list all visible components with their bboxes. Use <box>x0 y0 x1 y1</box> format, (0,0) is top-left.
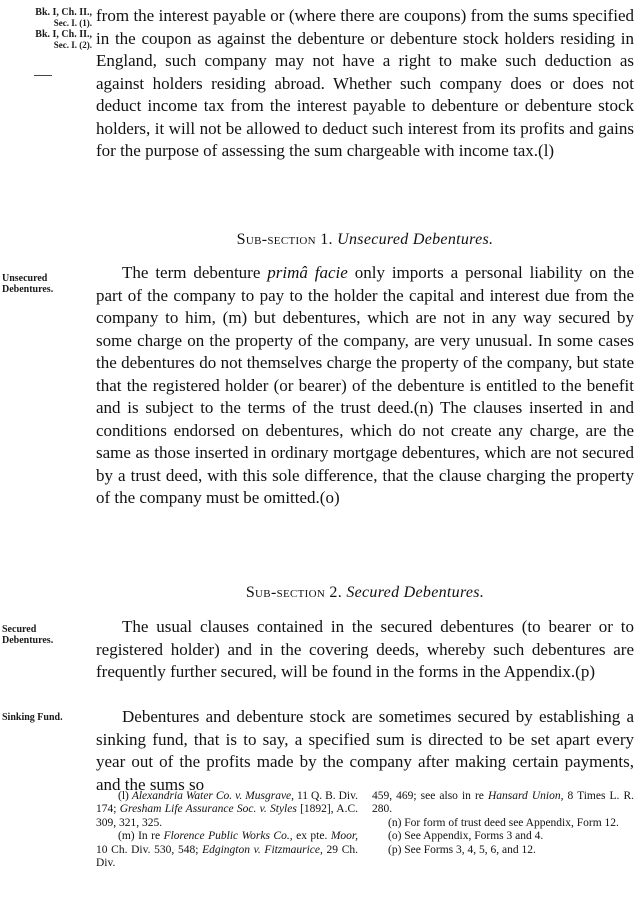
footnote-marker: (l) <box>118 790 132 802</box>
margin-ref-line: Sec. I. (2). <box>53 40 92 50</box>
subsection-title: Unsecured Debentures. <box>337 231 494 248</box>
subsection-heading-secured <box>96 584 634 602</box>
footnotes-left-column <box>96 790 358 870</box>
text-run: 11 Q. B. Div. 174; <box>96 790 358 816</box>
footnote-marker: (m) In re <box>118 830 164 843</box>
margin-ref-line: Bk. I, Ch. II., <box>35 29 92 40</box>
footnote-p: (p) See Forms 3, 4, 5, 6, and 12. <box>388 843 536 856</box>
text-run: only imports a personal liability on the part of the company to pay to the holder the capital and interest due from the company to him, (m) but debentures, which are not in any way secured by some charge on the property of the company, are very unusual. In some cases the debentures do not themselves charge the property of the company, but state that the registered holder (or bearer) of the debenture is entitled to the benefit and is subject to the terms of the trust deed.(n) The clauses inserted in and conditions endorsed on debentures, which do not create any charge, are the same as those inserted in ordinary mortgage debentures, which are not secured by a trust deed, with this sole difference, that the clause charging the property of the company must be omitted.(o) <box>96 263 635 507</box>
text-run: 459, 469; see also in re <box>372 790 488 802</box>
case-name: Gresham Life Assurance Soc. v. Styles <box>119 803 297 816</box>
paragraph-secured-debentures <box>96 616 634 684</box>
text-run: 8 Times L. R. 280. <box>372 790 634 816</box>
paragraph-text: Debentures and debenture stock are sometimes secured by establishing a sinking fund, that is to say, a specified sum is directed to be set apart every year out of the profits made by the company after making certain payments, and the sums so <box>96 707 634 794</box>
margin-ref-line: Bk. I, Ch. II., <box>35 7 92 18</box>
margin-cross-reference <box>0 7 92 51</box>
subsection-heading-unsecured <box>96 231 634 249</box>
footnote-o: (o) See Appendix, Forms 3 and 4. <box>388 830 544 843</box>
text-run: 29 Ch. Div. <box>96 843 358 870</box>
paragraph-text: from the interest payable or (where there are coupons) from the sums specified in the coupon as against the debenture or debenture stock holders residing in England, such company may not have a right to make such deduction as against holders residing abroad. Whether such company does or does not deduct income tax from the interest payable to debenture or debenture stock holders, it will not be allowed to deduct such interest from its profits and gains for the purpose of assessing the sum chargeable with income tax.(l) <box>96 6 634 160</box>
text-run: [1892], A.C. 309, 321, 325. <box>96 803 358 829</box>
footnote-m <box>96 830 358 870</box>
footnote-l <box>96 790 358 830</box>
case-name: Alexandria Water Co. v. Musgrave, <box>131 790 295 802</box>
text-run: The term debenture <box>122 263 268 282</box>
subsection-title: Secured Debentures. <box>346 584 485 601</box>
footnotes <box>96 790 634 870</box>
paragraph-income-tax <box>96 5 634 163</box>
text-run: 10 Ch. Div. 530, 548; <box>96 843 203 856</box>
subsection-label: Sub-section 2. <box>245 584 343 601</box>
margin-note-secured: Secured Debentures. <box>2 624 54 646</box>
margin-note-unsecured: Unsecured Debentures. <box>2 273 54 295</box>
footnote-m-continued <box>372 790 634 817</box>
case-name: Moor, <box>330 830 358 843</box>
margin-ref-line: Sec. I. (1). <box>53 18 92 28</box>
case-name: Hansard Union, <box>487 790 564 802</box>
text-run: ex pte. <box>292 830 331 843</box>
margin-note-sinking-fund: Sinking Fund. <box>2 712 63 723</box>
subsection-label: Sub-section 1. <box>236 231 333 248</box>
italic-term: primâ facie <box>267 263 348 282</box>
footnote-n: (n) For form of trust deed see Appendix, Form 12. <box>388 816 619 829</box>
case-name: Florence Public Works Co., <box>163 830 293 843</box>
case-name: Edgington v. Fitzmaurice, <box>202 843 323 856</box>
footnotes-right-column <box>372 790 634 870</box>
paragraph-text: The usual clauses contained in the secured debentures (to bearer or to registered holder) and in the covering deeds, whereby such debentures are frequently further secured, will be found in the forms in the Appendix.(p) <box>96 617 634 681</box>
paragraph-sinking-fund <box>96 706 634 796</box>
paragraph-unsecured-debentures <box>96 262 634 510</box>
margin-rule <box>34 75 52 76</box>
paragraph-text <box>96 262 634 510</box>
